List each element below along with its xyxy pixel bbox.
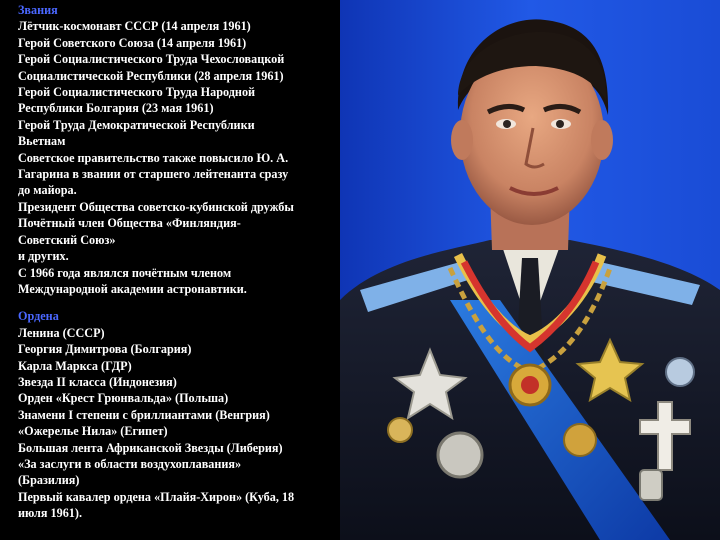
medal-small-right — [666, 358, 694, 386]
orders-line: июля 1961). — [18, 506, 82, 521]
titles-line: Герой Труда Демократической Республики — [18, 117, 255, 132]
titles-line: Советский Союз» — [18, 232, 116, 247]
titles-line: Социалистической Республики (28 апреля 1961) — [18, 68, 284, 83]
ear-left — [451, 120, 473, 160]
orders-line: (Бразилия) — [18, 473, 80, 488]
titles-line: Гагарина в звании от старшего лейтенанта сразу — [18, 167, 289, 182]
orders-line: Звезда II класса (Индонезия) — [18, 374, 177, 389]
medal-order-mid — [564, 424, 596, 456]
orders-line: Ленина (СССР) — [18, 325, 105, 340]
titles-line: Герой Социалистического Труда Народной — [18, 85, 256, 100]
titles-line: до майора. — [18, 183, 77, 198]
titles-line: Президент Общества советско-кубинской дружбы — [18, 199, 294, 214]
ear-right — [591, 120, 613, 160]
orders-line: Карла Маркса (ГДР) — [18, 358, 132, 373]
titles-line: Лётчик-космонавт СССР (14 апреля 1961) — [18, 19, 251, 34]
titles-line: Республики Болгария (23 мая 1961) — [18, 101, 214, 116]
orders-line: Первый кавалер ордена «Плайя-Хирон» (Куба, 18 — [18, 489, 295, 504]
orders-heading: Ордена — [18, 309, 59, 324]
pupil-left — [503, 120, 511, 128]
pupil-right — [556, 120, 564, 128]
medal-small-left — [388, 418, 412, 442]
orders-line: «Ожерелье Нила» (Египет) — [18, 424, 168, 439]
orders-line: Большая лента Африканской Звезды (Либерия) — [18, 440, 283, 455]
section-gap — [18, 297, 348, 308]
titles-line: С 1966 года являлся почётным членом — [18, 265, 232, 280]
titles-line: и других. — [18, 249, 69, 264]
medal-order-left — [438, 433, 482, 477]
titles-line: Герой Социалистического Труда Чехословацкой — [18, 52, 285, 67]
titles-heading: Звания — [18, 3, 58, 17]
text-panel — [18, 2, 348, 522]
titles-line: Советское правительство также повысило Ю. А. — [18, 150, 289, 165]
orders-line: Орден «Крест Грюнвальда» (Польша) — [18, 391, 229, 406]
titles-line: Почётный член Общества «Финляндия- — [18, 216, 241, 231]
titles-line: Герой Советского Союза (14 апреля 1961) — [18, 35, 247, 50]
medal-badge — [640, 470, 662, 500]
orders-line: Георгия Димитрова (Болгария) — [18, 342, 192, 357]
orders-line: «За заслуги в области воздухоплавания» — [18, 456, 242, 471]
titles-line: Международной академии астронавтики. — [18, 281, 247, 296]
portrait-photo — [340, 0, 720, 540]
medal-center-inner — [521, 376, 539, 394]
titles-line: Вьетнам — [18, 134, 66, 149]
orders-line: Знамени I степени с бриллиантами (Венгрия) — [18, 407, 270, 422]
portrait-illustration — [340, 0, 720, 540]
